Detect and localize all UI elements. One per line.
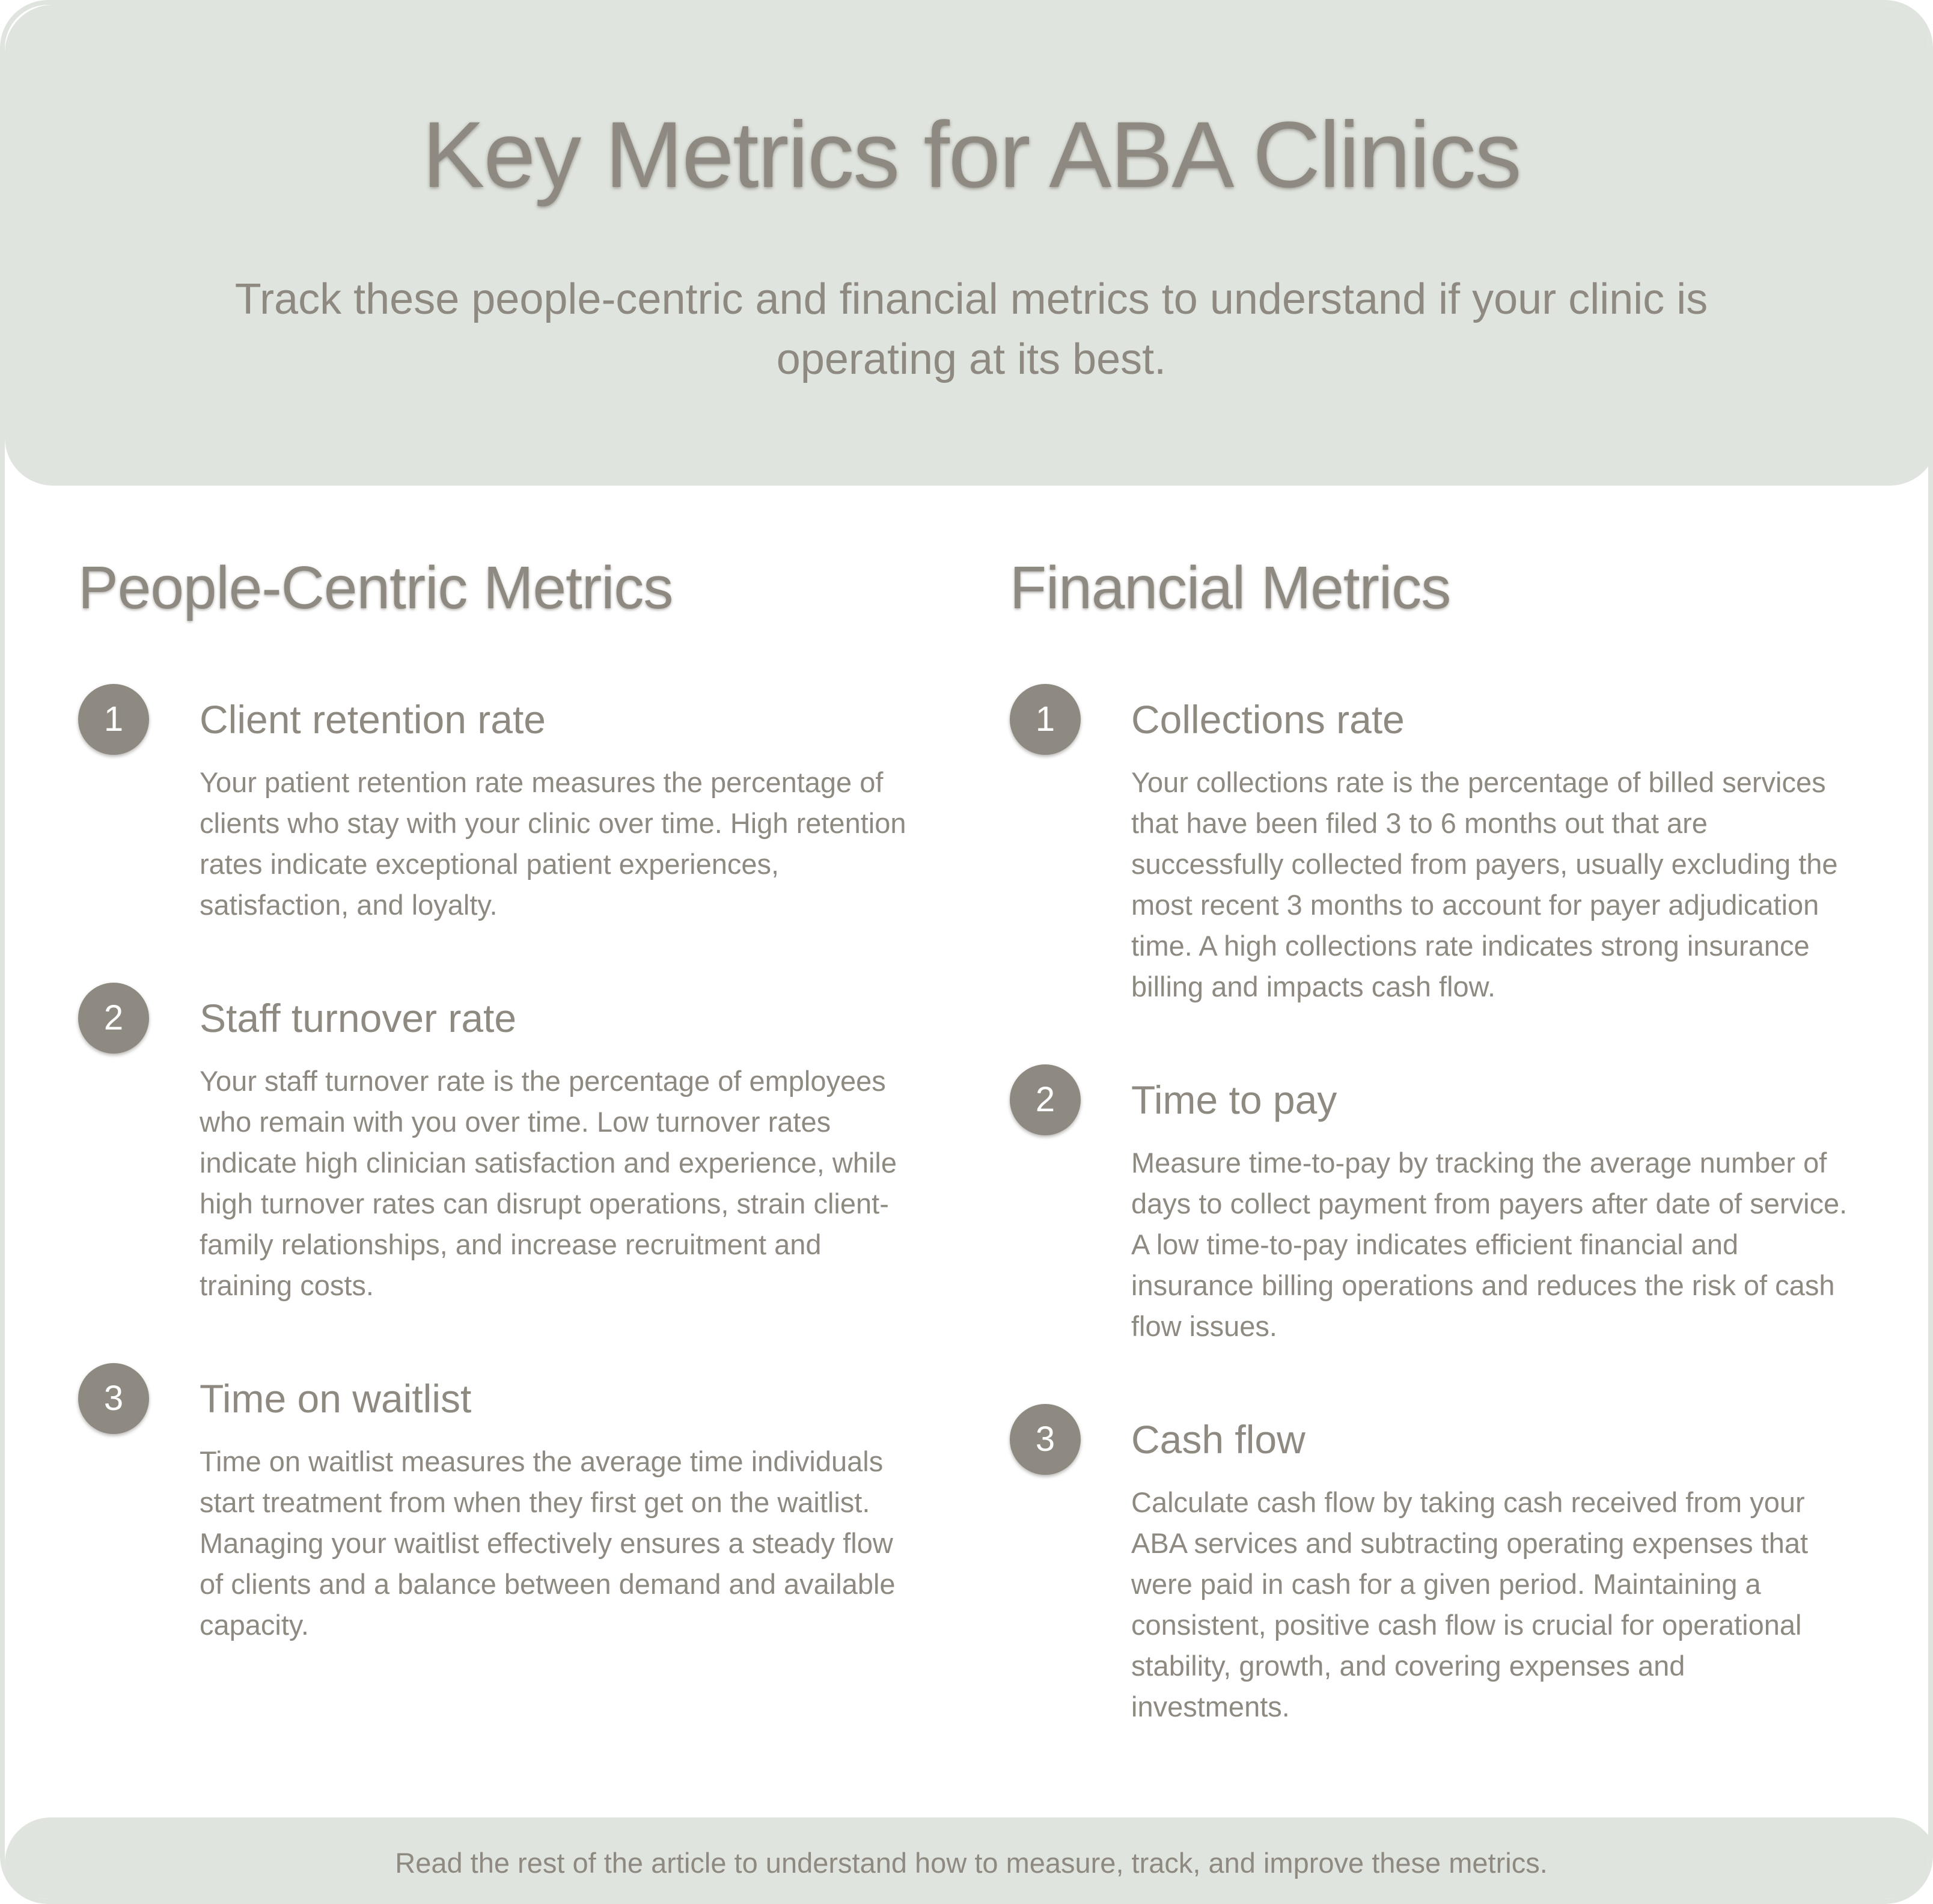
number-badge: 3 <box>1010 1404 1081 1475</box>
number-badge: 1 <box>1010 684 1081 755</box>
number-badge: 2 <box>78 983 149 1054</box>
header-panel <box>5 5 1933 486</box>
metric-description: Calculate cash flow by taking cash received from your ABA services and subtracting operating expenses that were paid in cash for a given period. Maintaining a consistent, positive cash flow is crucial for operational stability, growth, and covering expenses and investments. <box>1131 1486 1809 1722</box>
number-badge: 2 <box>1010 1064 1081 1135</box>
number-badge: 1 <box>78 684 149 755</box>
metric-time-to-pay <box>1010 1064 1851 1347</box>
metric-title: Staff turnover rate <box>200 996 517 1040</box>
footer-panel <box>5 1817 1933 1904</box>
metric-description: Your collections rate is the percentage of billed services that have been filed 3 to 6 months out that are successfully collected from payers, usually excluding the most recent 3 months to account for payer adjudication time. A high collections rate indicates strong insurance billing and impacts cash flow. <box>1131 766 1838 1002</box>
metric-title: Cash flow <box>1131 1417 1305 1462</box>
metric-title: Time to pay <box>1131 1078 1337 1122</box>
financial-heading: Financial Metrics <box>1010 554 1451 621</box>
metric-staff-turnover <box>78 983 920 1306</box>
number-badge: 3 <box>78 1363 149 1434</box>
people-centric-column <box>78 546 920 1703</box>
metric-description: Your staff turnover rate is the percentage of employees who remain with you over time. Low turnover rates indicate high clinician satisfaction and experience, while high turnover rates can disrupt operations, strain client-family relationships, and increase recruitment and training costs. <box>200 1065 897 1301</box>
metric-description: Time on waitlist measures the average time individuals start treatment from when they first get on the waitlist. Managing your waitlist effectively ensures a steady flow of clients and a balance between demand and available capacity. <box>200 1445 896 1641</box>
metric-description: Measure time-to-pay by tracking the average number of days to collect payment from payers after date of service. A low time-to-pay indicates efficient financial and insurance billing operations and reduces the risk of cash flow issues. <box>1131 1147 1848 1342</box>
financial-list <box>1010 684 1851 1727</box>
metric-description: Your patient retention rate measures the percentage of clients who stay with your clinic over time. High retention rates indicate exceptional patient experiences, satisfaction, and loyalty. <box>200 766 906 921</box>
people-centric-heading: People-Centric Metrics <box>78 554 673 621</box>
metric-title: Time on waitlist <box>200 1376 472 1421</box>
financial-column <box>1010 546 1851 1784</box>
page-subtitle: Track these people-centric and financial metrics to understand if your clinic is operating at its best. <box>234 275 1708 383</box>
people-centric-list <box>78 684 920 1646</box>
metric-title: Client retention rate <box>200 697 546 742</box>
footer-text: Read the rest of the article to understand how to measure, track, and improve these metrics. <box>395 1847 1548 1879</box>
metric-cash-flow <box>1010 1404 1851 1727</box>
metric-time-on-waitlist <box>78 1363 920 1646</box>
page-title: Key Metrics for ABA Clinics <box>422 103 1521 207</box>
metric-collections-rate <box>1010 684 1851 1007</box>
metric-title: Collections rate <box>1131 697 1405 742</box>
metric-client-retention <box>78 684 920 926</box>
